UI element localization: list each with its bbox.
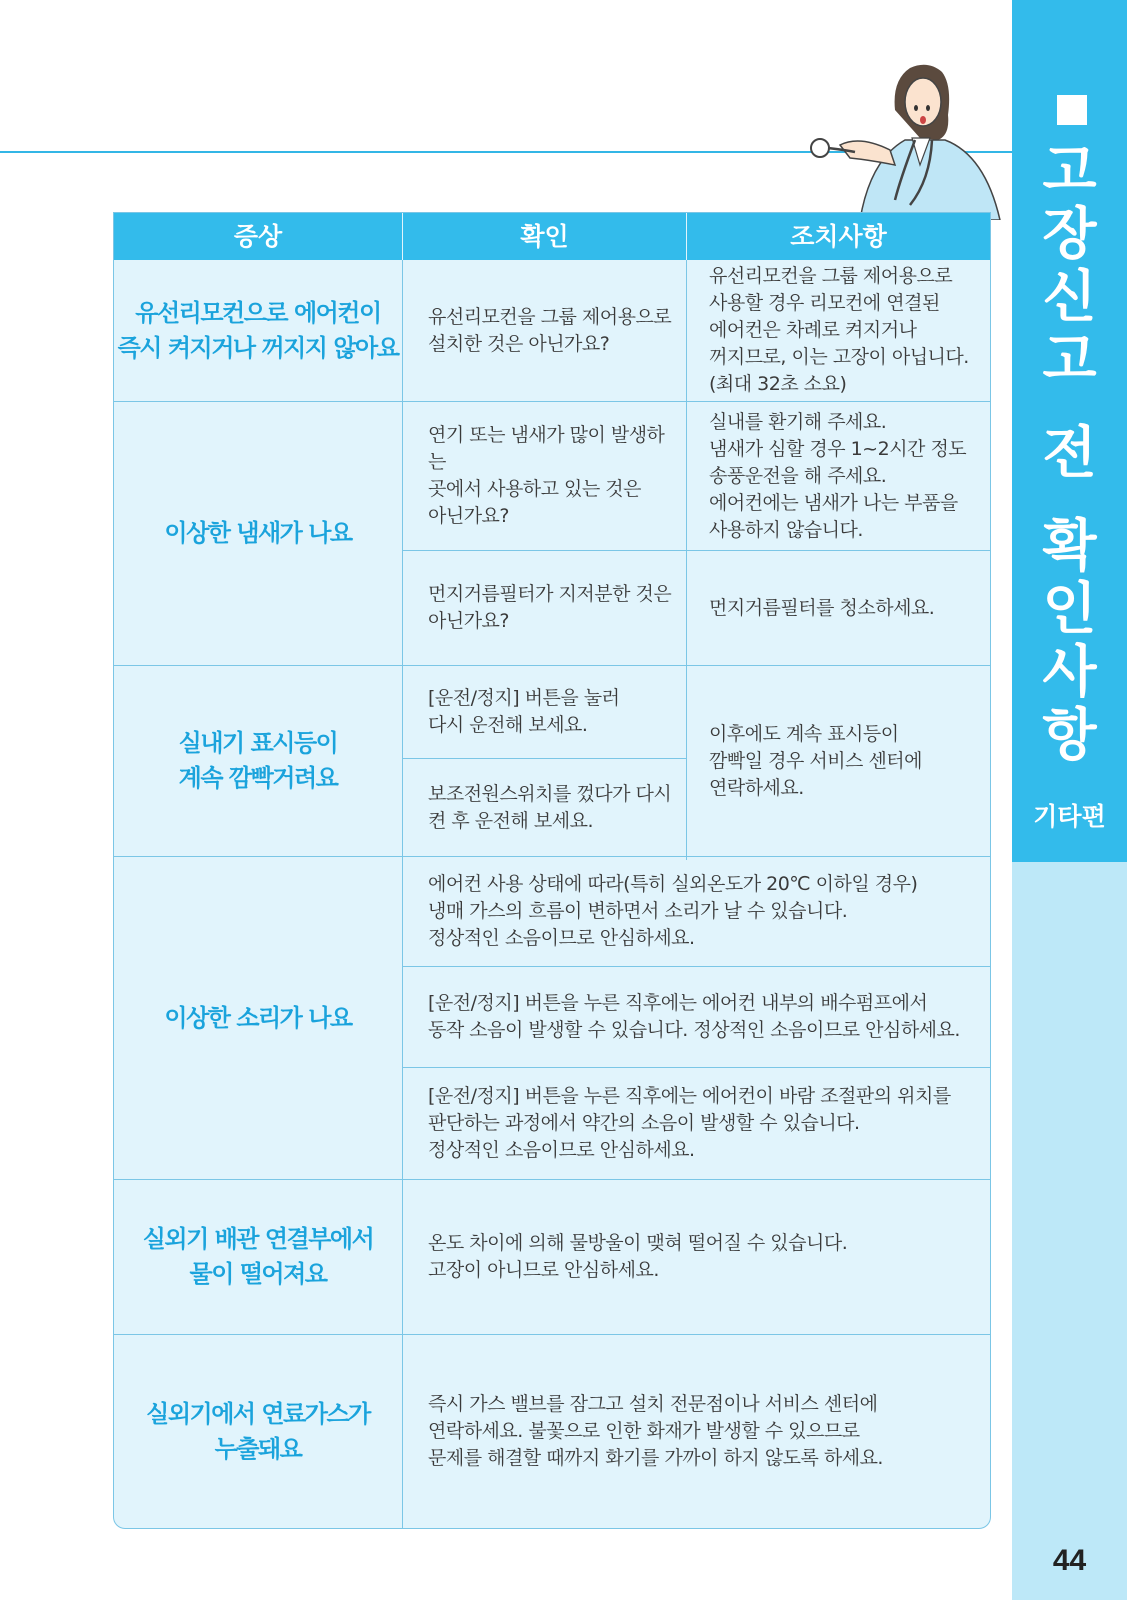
page-number: 44 [1052, 1544, 1087, 1577]
note-cell: [운전/정지] 버튼을 누른 직후에는 에어컨 내부의 배수펌프에서 동작 소음이 발생할 수 있습니다. 정상적인 소음이므로 안심하세요. [428, 992, 960, 1041]
chapter-title-char: 사 [1042, 640, 1097, 705]
action-cell: 이후에도 계속 표시등이 깜빡일 경우 서비스 센터에 연락하세요. [709, 722, 923, 799]
symptom-cell: 이상한 냄새가 나요 [164, 519, 352, 547]
symptom-cell: 실외기 배관 연결부에서 물이 떨어져요 [142, 1225, 374, 1288]
note-cell: 에어컨 사용 상태에 따라(특히 실외온도가 20℃ 이하일 경우) 냉매 가스의 흐름이 변하면서 소리가 날 수 있습니다. 정상적인 소음이므로 안심하세요. [428, 873, 918, 949]
header-action: 조치사항 [687, 213, 990, 260]
check-cell: 먼지거름필터가 지저분한 것은 아닌가요? [428, 583, 672, 632]
symptom-cell: 유선리모컨으로 에어컨이 즉시 켜지거나 꺼지지 않아요 [117, 298, 399, 362]
chapter-title-char: 신 [1042, 265, 1097, 330]
action-cell: 먼지거름필터를 청소하세요. [709, 596, 935, 619]
troubleshooting-table [113, 212, 991, 1529]
symptom-cell: 실외기에서 연료가스가 누출돼요 [146, 1399, 370, 1463]
action-cell: 실내를 환기해 주세요. 냄새가 심할 경우 1~2시간 정도 송풍운전을 해 주세요. 에어컨에는 냄새가 나는 부품을 사용하지 않습니다. [709, 410, 967, 541]
action-cell: 유선리모컨을 그룹 제어용으로 사용할 경우 리모컨에 연결된 에어컨은 차례로 켜지거나 꺼지므로, 이는 고장이 아닙니다. (최대 32초 소요) [709, 265, 969, 395]
chapter-title [1027, 140, 1112, 767]
chapter-title-char: 고 [1042, 139, 1097, 204]
note-cell: 온도 차이에 의해 물방울이 맺혀 떨어질 수 있습니다. 고장이 아니므로 안심하세요. [428, 1232, 848, 1281]
check-cell: 유선리모컨을 그룹 제어용으로 설치한 것은 아닌가요? [428, 305, 672, 355]
check-cell: 연기 또는 냄새가 많이 발생하는 곳에서 사용하고 있는 것은 아닌가요? [428, 424, 665, 527]
doctor-illustration [800, 40, 1010, 220]
chapter-title-char: 인 [1042, 577, 1097, 642]
chapter-title-char: 장 [1042, 202, 1097, 267]
chapter-title-char: 고 [1042, 328, 1097, 393]
section-label: 기타편 [1033, 802, 1106, 831]
note-cell: [운전/정지] 버튼을 누른 직후에는 에어컨이 바람 조절판의 위치를 판단하는 과정에서 약간의 소음이 발생할 수 있습니다. 정상적인 소음이므로 안심하세요. [428, 1085, 951, 1161]
check-cell: [운전/정지] 버튼을 눌러 다시 운전해 보세요. [428, 687, 620, 736]
chapter-title-char: 확 [1042, 514, 1097, 579]
chapter-title-char: 항 [1042, 703, 1097, 768]
check-cell: 보조전원스위치를 껐다가 다시 켠 후 운전해 보세요. [428, 782, 672, 832]
side-tab-lower [1012, 862, 1127, 1600]
symptom-cell: 이상한 소리가 나요 [164, 1003, 352, 1032]
note-cell: 즉시 가스 밸브를 잠그고 설치 전문점이나 서비스 센터에 연락하세요. 불꽃으로 인한 화재가 발생할 수 있으므로 문제를 해결할 때까지 화기를 가까이 하지 않도록 하세요. [428, 1393, 883, 1469]
symptom-cell: 실내기 표시등이 계속 깜빡거려요 [178, 729, 338, 792]
header-check: 확인 [403, 213, 686, 260]
square-icon [1057, 95, 1087, 125]
header-symptom: 증상 [114, 213, 402, 260]
chapter-title-char: 전 [1042, 421, 1097, 486]
